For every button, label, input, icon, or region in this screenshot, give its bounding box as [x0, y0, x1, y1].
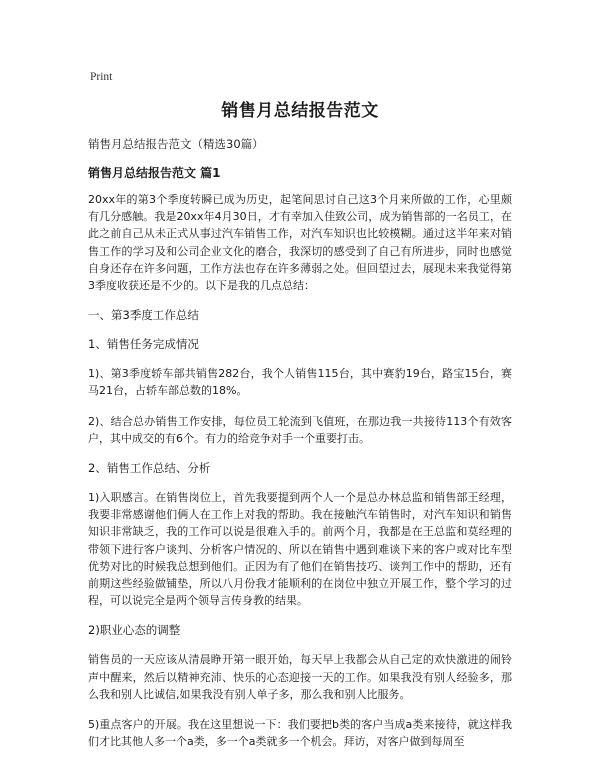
paragraph-mindset: 销售员的一天应该从清晨睁开第一眼开始，每天早上我都会从自己定的欢快激进的闹铃声中醒来，然后以精神充沛、快乐的心态迎接一天的工作。如果我没有别人经验多，那么我和别人比诚信,如果我没有别人单子多，那么我和别人比服务。 [88, 653, 512, 701]
document-subtitle: 销售月总结报告范文（精选30篇） [88, 137, 264, 151]
heading-sales-analysis: 2、销售工作总结、分析 [88, 461, 211, 476]
paragraph-intro: 20xx年的第3个季度转瞬已成为历史，起笔间思讨自己这3个月来所做的工作，心里颇有几分感触。我是20xx年4月30日，才有幸加入佳致公司，成为销售部的一名员工，在此之前自己从未正式从事过汽车销售工作，对汽车知识也比较模糊。通过这半年来对销售工作的学习及和公司企业文化的磨合，我深切的感受到了自己有所进步，同时也感觉自身还存在许多问题，工作方法也存在许多薄弱之处。但回望过去，展现未来我觉得第3季度收获还是不少的。以下是我的几点总结： [88, 193, 512, 293]
print-label: Print [90, 71, 113, 83]
paragraph-key-clients: 5)重点客户的开展。我在这里想说一下：我们要把b类的客户当成a类来接待，就这样我们才比其他人多一个a类，多一个a类就多一个机会。拜访，对客户做到每周至 [88, 718, 512, 749]
paragraph-sales-figures: 1)、第3季度轿车部共销售282台，我个人销售115台，其中赛豹19台，路宝15台，赛马21台，占轿车部总数的18%。 [88, 367, 512, 398]
document-title: 销售月总结报告范文 [221, 101, 379, 121]
heading-q3-summary: 一、第3季度工作总结 [88, 308, 199, 323]
heading-mindset: 2)职业心态的调整 [88, 623, 181, 638]
heading-sales-task: 1、销售任务完成情况 [88, 337, 199, 352]
paragraph-onboarding: 1)入职感言。在销售岗位上，首先我要提到两个人一个是总办林总监和销售部王经理，我要非常感谢他们俩人在工作上对我的帮助。我在接触汽车销售时，对汽车知识和销售知识非常缺乏，我的工作可以说是很难入手的。前两个月，我都是在王总监和莫经理的带领下进行客户谈判、分析客户情况的、所以在销售中遇到难谈下来的客户或对比车型优势对比的时候我总想到他们。正因为有了他们在销售技巧、谈判工作中的帮助，还有前期这些经验做铺垫，所以八月份我才能顺利的在岗位中独立开展工作，整个学习的过程，可以说完全是两个领导言传身教的结果。 [88, 491, 512, 608]
paragraph-duty-rotation: 2)、结合总办销售工作安排，每位员工轮流到飞值班，在那边我一共接待113个有效客户，其中成交的有6个。有力的给竞争对手一个重要打击。 [88, 414, 512, 445]
section-title: 销售月总结报告范文 篇1 [88, 166, 221, 180]
